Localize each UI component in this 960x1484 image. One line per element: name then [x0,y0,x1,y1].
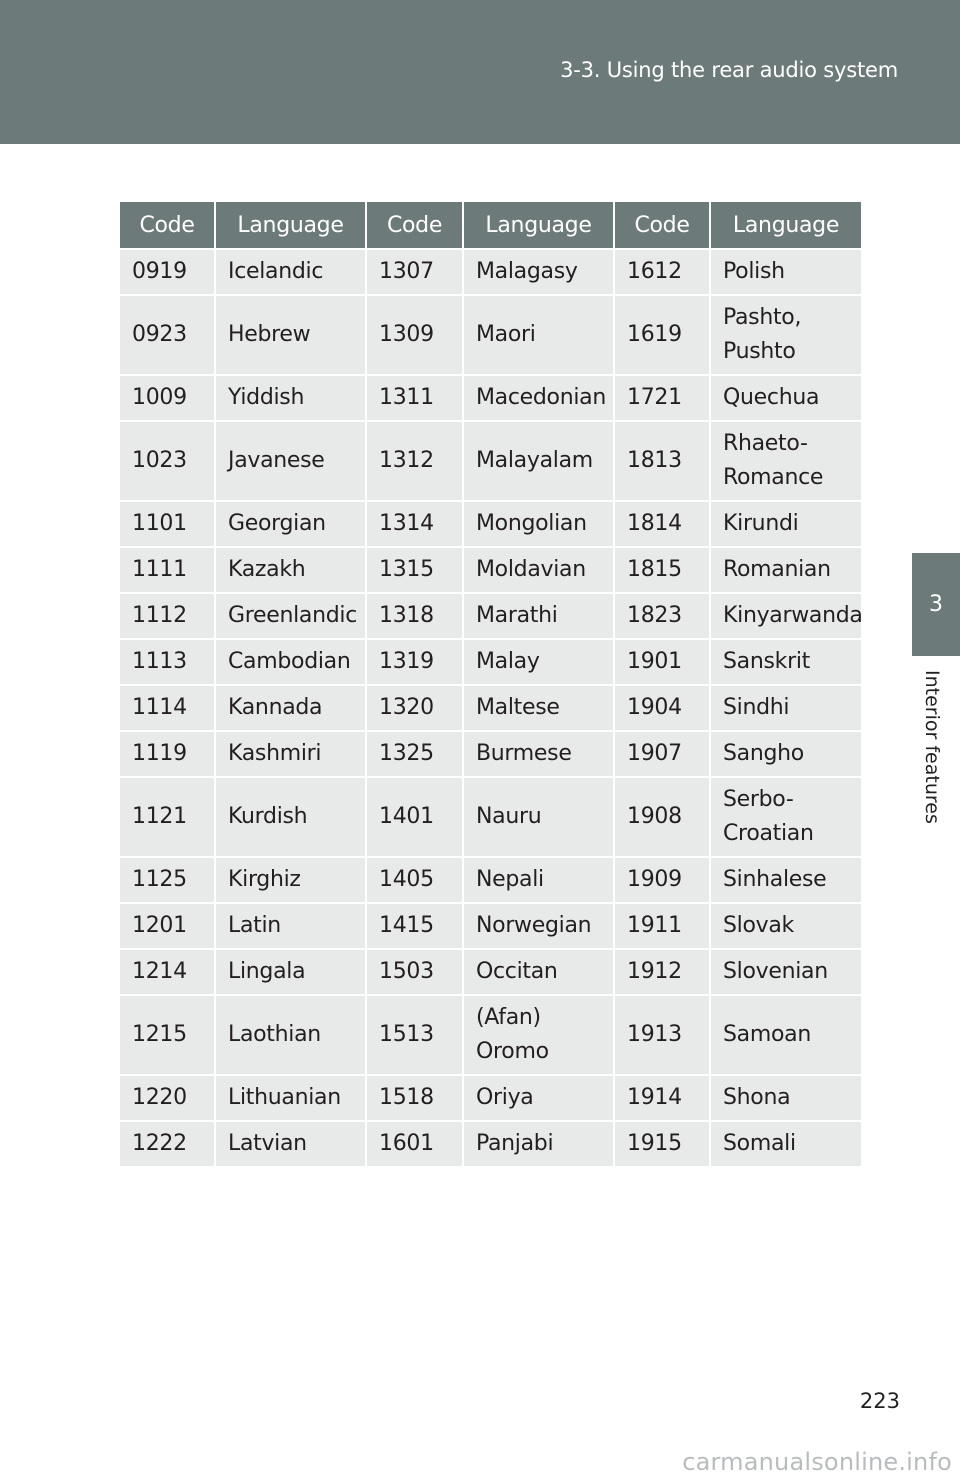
language-cell: Sindhi [710,685,861,731]
language-cell: Javanese [215,421,366,501]
table-row [120,249,861,295]
code-cell: 1908 [614,777,710,857]
code-cell: 1823 [614,593,710,639]
table-row [120,777,861,857]
code-cell: 1114 [120,685,215,731]
language-cell: Yiddish [215,375,366,421]
header-code: Code [366,202,463,249]
table-row [120,547,861,593]
code-cell: 1911 [614,903,710,949]
language-cell: Kashmiri [215,731,366,777]
language-cell: Georgian [215,501,366,547]
language-cell: Maori [463,295,614,375]
language-cell: Pashto, Pushto [710,295,861,375]
code-cell: 1619 [614,295,710,375]
page-header [0,0,960,144]
language-cell: (Afan) Oromo [463,995,614,1075]
code-cell: 1220 [120,1075,215,1121]
language-cell: Malagasy [463,249,614,295]
language-cell: Marathi [463,593,614,639]
table-row [120,1121,861,1166]
language-cell: Norwegian [463,903,614,949]
language-cell: Macedonian [463,375,614,421]
language-cell: Greenlandic [215,593,366,639]
code-cell: 1815 [614,547,710,593]
language-cell: Laothian [215,995,366,1075]
code-cell: 1119 [120,731,215,777]
language-cell: Kazakh [215,547,366,593]
language-cell: Malay [463,639,614,685]
table-row [120,501,861,547]
language-cell: Icelandic [215,249,366,295]
code-cell: 1513 [366,995,463,1075]
table-row [120,1075,861,1121]
code-cell: 1721 [614,375,710,421]
code-cell: 1111 [120,547,215,593]
header-language: Language [463,202,614,249]
language-cell: Kinyarwanda [710,593,861,639]
language-cell: Nepali [463,857,614,903]
language-cell: Hebrew [215,295,366,375]
header-language: Language [710,202,861,249]
code-cell: 1907 [614,731,710,777]
language-cell: Moldavian [463,547,614,593]
language-cell: Oriya [463,1075,614,1121]
code-cell: 1319 [366,639,463,685]
code-cell: 1904 [614,685,710,731]
page-number: 223 [859,1389,900,1413]
header-code: Code [120,202,215,249]
language-cell: Rhaeto- Romance [710,421,861,501]
code-cell: 1312 [366,421,463,501]
code-cell: 1112 [120,593,215,639]
language-cell: Romanian [710,547,861,593]
chapter-tab [912,553,960,656]
header-language: Language [215,202,366,249]
table-row [120,995,861,1075]
code-cell: 1320 [366,685,463,731]
watermark: carmanualsonline.info [682,1448,952,1476]
language-cell: Slovak [710,903,861,949]
code-cell: 1314 [366,501,463,547]
language-cell: Samoan [710,995,861,1075]
table-row [120,857,861,903]
language-cell: Latvian [215,1121,366,1166]
code-cell: 1415 [366,903,463,949]
language-cell: Lingala [215,949,366,995]
code-cell: 1401 [366,777,463,857]
table-row [120,639,861,685]
code-cell: 1612 [614,249,710,295]
code-cell: 1121 [120,777,215,857]
code-cell: 1503 [366,949,463,995]
table-row [120,375,861,421]
table-header-row [120,202,861,249]
language-cell: Kirundi [710,501,861,547]
section-title: 3-3. Using the rear audio system [560,58,898,82]
language-cell: Cambodian [215,639,366,685]
code-cell: 1318 [366,593,463,639]
language-cell: Panjabi [463,1121,614,1166]
language-cell: Polish [710,249,861,295]
language-cell: Kurdish [215,777,366,857]
language-cell: Shona [710,1075,861,1121]
code-cell: 1214 [120,949,215,995]
code-cell: 1914 [614,1075,710,1121]
code-cell: 1125 [120,857,215,903]
code-cell: 1325 [366,731,463,777]
code-cell: 1813 [614,421,710,501]
code-cell: 1912 [614,949,710,995]
language-cell: Nauru [463,777,614,857]
code-cell: 0923 [120,295,215,375]
language-cell: Lithuanian [215,1075,366,1121]
language-cell: Burmese [463,731,614,777]
table-row [120,295,861,375]
language-cell: Mongolian [463,501,614,547]
code-cell: 1201 [120,903,215,949]
language-cell: Slovenian [710,949,861,995]
code-cell: 0919 [120,249,215,295]
code-cell: 1913 [614,995,710,1075]
code-cell: 1222 [120,1121,215,1166]
table-row [120,731,861,777]
table-row [120,685,861,731]
language-cell: Sinhalese [710,857,861,903]
code-cell: 1315 [366,547,463,593]
table-row [120,421,861,501]
language-cell: Serbo- Croatian [710,777,861,857]
code-cell: 1215 [120,995,215,1075]
language-cell: Maltese [463,685,614,731]
table-row [120,949,861,995]
language-cell: Kirghiz [215,857,366,903]
language-cell: Occitan [463,949,614,995]
code-cell: 1311 [366,375,463,421]
language-cell: Somali [710,1121,861,1166]
table-row [120,593,861,639]
language-code-table [120,202,861,1166]
language-cell: Quechua [710,375,861,421]
chapter-label: Interior features [921,670,943,824]
code-cell: 1113 [120,639,215,685]
code-cell: 1101 [120,501,215,547]
table-row [120,903,861,949]
code-cell: 1814 [614,501,710,547]
code-cell: 1405 [366,857,463,903]
code-cell: 1307 [366,249,463,295]
language-cell: Malayalam [463,421,614,501]
code-cell: 1518 [366,1075,463,1121]
code-cell: 1909 [614,857,710,903]
code-cell: 1915 [614,1121,710,1166]
language-cell: Sanskrit [710,639,861,685]
language-cell: Kannada [215,685,366,731]
code-cell: 1901 [614,639,710,685]
code-cell: 1309 [366,295,463,375]
header-code: Code [614,202,710,249]
code-cell: 1601 [366,1121,463,1166]
language-cell: Sangho [710,731,861,777]
chapter-number: 3 [929,592,943,617]
code-cell: 1023 [120,421,215,501]
language-cell: Latin [215,903,366,949]
code-cell: 1009 [120,375,215,421]
